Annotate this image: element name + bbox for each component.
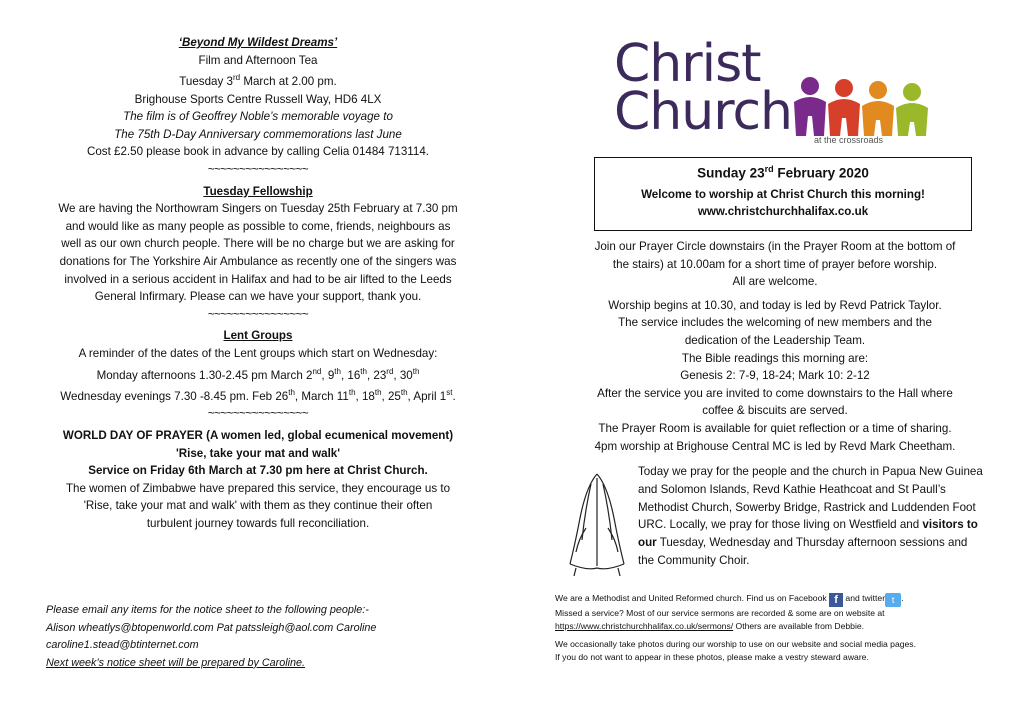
- worship-line: dedication of the Leadership Team.: [684, 333, 866, 347]
- logo-figure-head: [903, 83, 921, 101]
- logo-text-christ: Christ: [614, 34, 761, 94]
- logo-figure-head: [801, 77, 819, 95]
- logo-figure-body: [862, 101, 894, 136]
- prayer-circle-line: Join our Prayer Circle downstairs (in the Prayer Room at the bottom of: [594, 240, 956, 253]
- wdp-theme: 'Rise, take your mat and walk': [175, 446, 341, 460]
- fellowship-title: Tuesday Fellowship: [203, 184, 313, 198]
- logo-figure-body: [794, 97, 826, 136]
- film-line1: Film and Afternoon Tea: [198, 53, 318, 67]
- lent-wednesday: Wednesday evenings 7.30 -8.45 pm. Feb 26th, March 11th, 18th, 25th, April 1st.: [60, 388, 456, 403]
- fellowship-line: involved in a serious accident in Halifax and had to be air lifted to the Leeds: [64, 272, 452, 286]
- logo-figure-body: [896, 103, 928, 136]
- worship-line: The Bible readings this morning are:: [681, 351, 869, 365]
- logo-tagline: at the crossroads: [814, 135, 884, 145]
- notice-footer: [46, 602, 466, 672]
- worship-line: Worship begins at 10.30, and today is led by Revd Patrick Taylor.: [608, 298, 942, 312]
- fellowship-line: General Infirmary. Please can we have your support, thank you.: [94, 290, 422, 304]
- logo-figure-head: [835, 79, 853, 97]
- sermons-line: https://www.christchurchhalifax.co.uk/sermons/ Others are available from Debbie.: [555, 620, 865, 631]
- photo-notice: We occasionally take photos during our worship to use on our website and social media pages.: [555, 639, 916, 650]
- worship-line: The service includes the welcoming of new members and the: [618, 316, 932, 330]
- footer-emails: Alison wheatlys@btopenworld.com Pat patssleigh@aol.com Caroline: [46, 621, 377, 634]
- twitter-icon[interactable]: t: [885, 593, 901, 607]
- service-date-box: [594, 157, 972, 231]
- wdp-line: The women of Zimbabwe have prepared this service, they encourage us to: [65, 481, 451, 495]
- social-line: We are a Methodist and United Reformed church. Find us on Facebook f and twitter t .: [555, 593, 904, 606]
- film-date: Tuesday 3rd March at 2.00 pm.: [179, 73, 337, 89]
- film-title: ‘Beyond My Wildest Dreams’: [178, 36, 338, 49]
- facebook-icon[interactable]: f: [829, 593, 843, 607]
- lent-title: Lent Groups: [223, 329, 293, 343]
- praying-hands-icon: [560, 468, 634, 578]
- sermons-link[interactable]: https://www.christchurchhalifax.co.uk/sermons/: [555, 620, 734, 631]
- bible-readings: Genesis 2: 7-9, 18-24; Mark 10: 2-12: [680, 369, 870, 383]
- worship-line: The Prayer Room is available for quiet reflection or a time of sharing.: [598, 421, 952, 435]
- small-print: [555, 592, 995, 663]
- worship-line: coffee & biscuits are served.: [702, 404, 848, 418]
- separator: ~~~~~~~~~~~~~~~~: [207, 407, 309, 421]
- worship-line: 4pm worship at Brighouse Central MC is led by Revd Mark Cheetham.: [594, 439, 956, 453]
- fellowship-line: well as our own church people. There will be no charge but we are asking for: [61, 237, 455, 251]
- footer-line: Please email any items for the notice sheet to the following people:-: [46, 604, 369, 616]
- separator: ~~~~~~~~~~~~~~~~: [207, 307, 309, 321]
- right-column: [555, 238, 995, 455]
- welcome-text: Welcome to worship at Christ Church this morning!: [641, 187, 925, 201]
- lent-intro: A reminder of the dates of the Lent groups which start on Wednesday:: [78, 346, 438, 360]
- fellowship-line: We are having the Northowram Singers on Tuesday 25th February at 7.30 pm: [58, 202, 458, 216]
- fellowship-line: donations for The Yorkshire Air Ambulance as recently one of the singers was: [59, 254, 457, 268]
- film-cost: Cost £2.50 please book in advance by calling Celia 01484 713114.: [86, 145, 430, 159]
- film-desc-1: The film is of Geoffrey Noble’s memorable voyage to: [123, 110, 393, 124]
- fellowship-line: and would like as many people as possible to come, friends, neighbours as: [65, 219, 451, 233]
- wdp-line: 'Rise, take your mat and walk' with them as they continue their often: [83, 499, 433, 513]
- footer-email: caroline1.stead@btinternet.com: [46, 639, 199, 652]
- film-venue: Brighouse Sports Centre Russell Way, HD6 4LX: [134, 92, 382, 106]
- logo-figure-body: [828, 99, 860, 136]
- separator: ~~~~~~~~~~~~~~~~: [207, 163, 309, 177]
- wdp-title: WORLD DAY OF PRAYER (A women led, global ecumenical movement): [62, 429, 454, 443]
- people-figures-icon: [786, 76, 936, 140]
- church-logo: [614, 34, 944, 148]
- missed-service-line: Missed a service? Most of our service sermons are recorded & some are on website at: [555, 608, 885, 618]
- prayer-circle-line: All are welcome.: [732, 275, 818, 289]
- left-column: [30, 34, 486, 533]
- logo-text-church: Church: [614, 82, 793, 142]
- footer-next-week: Next week’s notice sheet will be prepared by Caroline.: [46, 656, 306, 669]
- logo-figure-head: [869, 81, 887, 99]
- photo-notice: If you do not want to appear in these photos, please make a vestry steward aware.: [555, 651, 869, 662]
- wdp-line: turbulent journey towards full reconciliation.: [146, 517, 370, 531]
- worship-line: After the service you are invited to come downstairs to the Hall where: [597, 386, 953, 400]
- wdp-service: Service on Friday 6th March at 7.30 pm here at Christ Church.: [88, 464, 428, 478]
- film-desc-2: The 75th D-Day Anniversary commemorations last June: [114, 127, 402, 141]
- prayer-circle-line: the stairs) at 10.00am for a short time of prayer before worship.: [612, 257, 938, 271]
- lent-monday: Monday afternoons 1.30-2.45 pm March 2nd, 9th, 16th, 23rd, 30th: [96, 366, 420, 382]
- service-date: Sunday 23rd February 2020: [697, 164, 869, 181]
- website-url[interactable]: www.christchurchhalifax.co.uk: [697, 204, 869, 218]
- prayer-paragraph: Today we pray for the people and the church in Papua New Guinea and Solomon Islands, Revd Kathie Heathcoat and St Paull’s Methodist Church, Sowerby Bridge, Rastrick and Luddenden Foot URC. Locally, we pray for those living on Westfield and visitors to our Tuesday, Wednesday and Thursday afternoon sessions and the Community Choir.: [638, 465, 983, 567]
